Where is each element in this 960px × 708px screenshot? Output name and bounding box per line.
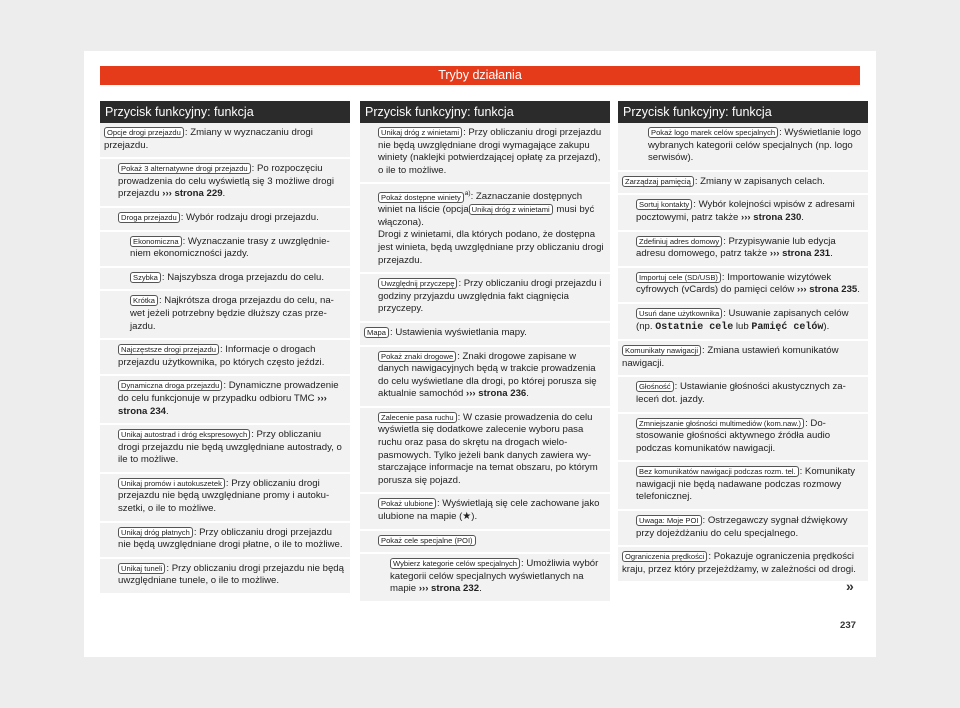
function-tag: Uwzględnij przyczepę (378, 278, 457, 289)
list-item: Uwzględnij przyczepę : Przy obliczaniu drogi przejazdu i godziny przyjazdu uwzględnia fakt ciągnięcia przyczepy. (360, 274, 610, 323)
function-tag: Unikaj promów i autokuszetek (118, 478, 225, 489)
page-reference: ››› strona 232 (418, 583, 480, 595)
list-item: Pokaż 3 alternatywne drogi przejazdu : Po rozpoczęciu prowadzenia do celu wyświetlą się 3 możliwe drogi przejazdu ››› strona 229. (100, 159, 350, 208)
page-reference: ››› strona 230 (741, 211, 802, 223)
list-item: Najczęstsze drogi przejazdu : Informacje o drogach przejazdu użytkownika, po których często jeździ. (100, 340, 350, 376)
list-item: Wybierz kategorie celów specjalnych : Umożliwia wybór kategorii celów specjalnych wyświetlanych na mapie ››› strona 232. (360, 554, 610, 603)
function-tag: Unikaj tuneli (118, 563, 165, 574)
function-tag: Zdefiniuj adres domowy (636, 236, 722, 247)
function-tag: Pokaż cele specjalne (POI) (378, 535, 476, 546)
list-item: Ekonomiczna : Wyznaczanie trasy z uwzględnieniem ekonomiczności jazdy. (100, 232, 350, 268)
function-tag: Importuj cele (SD/USB) (636, 272, 721, 283)
list-item: Zdefiniuj adres domowy : Przypisywanie lub edycja adresu domowego, patrz także ››› strona 231. (618, 232, 868, 268)
list-item: Unikaj dróg płatnych : Przy obliczaniu drogi przejazdu nie będą uwzględniane drogi płatne, o ile to możliwe. (100, 523, 350, 559)
list-item: Ograniczenia prędkości : Pokazuje ograniczenia prędkości kraju, przez który przejeżdżamy, w zależności od drogi. (618, 547, 868, 583)
page-reference: ››› strona 231 (769, 248, 831, 260)
list-item: Sortuj kontakty : Wybór kolejności wpisów z adresami pocztowymi, patrz także ››› strona 230. (618, 195, 868, 231)
function-tag: Mapa (364, 327, 389, 338)
list-item (360, 531, 610, 555)
list-item: Uwaga: Moje POI : Ostrzegawczy sygnał dźwiękowy przy dojeżdżaniu do celu specjalnego. (618, 511, 868, 547)
list-item: Pokaż logo marek celów specjalnych : Wyświetlanie logo wybranych kategorii celów specjalnych (np. logo serwisów). (618, 123, 868, 172)
function-tag: Szybka (130, 272, 161, 283)
function-tag: Pokaż znaki drogowe (378, 351, 456, 362)
column-header: Przycisk funkcyjny: funkcja (618, 101, 868, 123)
list-item: Komunikaty nawigacji : Zmiana ustawień komunikatów nawigacji. (618, 341, 868, 377)
column-header: Przycisk funkcyjny: funkcja (360, 101, 610, 123)
function-tag: Ekonomiczna (130, 236, 182, 247)
list-item: Zarządzaj pamięcią : Zmiany w zapisanych celach. (618, 172, 868, 196)
function-tag: Opcje drogi przejazdu (104, 127, 184, 138)
function-tag: Zmniejszanie głośności multimediów (kom.naw.) (636, 418, 804, 429)
list-item: Usuń dane użytkownika : Usuwanie zapisanych celów (np. Ostatnie cele lub Pamięć celów). (618, 304, 868, 341)
list-item: Pokaż znaki drogowe : Znaki drogowe zapisane w danych nawigacyjnych będą w trakcie prowadzenia do celu wyświetlane dla drogi, po której porusza się aktualnie samochód ››› strona 236. (360, 347, 610, 408)
list-item: Unikaj promów i autokuszetek : Przy obliczaniu drogi przejazdu nie będą uwzględniane promy i autokuszetki, o ile to możliwe. (100, 474, 350, 523)
list-item: Krótka : Najkrótsza droga przejazdu do celu, nawet jeżeli potrzebny będzie dłuższy czas przejazdu. (100, 291, 350, 340)
list-item: Droga przejazdu : Wybór rodzaju drogi przejazdu. (100, 208, 350, 232)
function-tag: Najczęstsze drogi przejazdu (118, 344, 219, 355)
column-2 (360, 101, 610, 603)
column-1 (100, 101, 350, 595)
function-tag: Krótka (130, 295, 158, 306)
list-item: Szybka : Najszybsza droga przejazdu do celu. (100, 268, 350, 292)
list-item: Opcje drogi przejazdu : Zmiany w wyznaczaniu drogi przejazdu. (100, 123, 350, 159)
list-item: Mapa : Ustawienia wyświetlania mapy. (360, 323, 610, 347)
list-item: Unikaj tuneli : Przy obliczaniu drogi przejazdu nie będą uwzględniane tunele, o ile to możliwe. (100, 559, 350, 595)
list-item: Zmniejszanie głośności multimediów (kom.naw.) : Dostosowanie głośności aktywnego źródła audio podczas komunikatów nawigacji. (618, 414, 868, 463)
column-header: Przycisk funkcyjny: funkcja (100, 101, 350, 123)
page-reference: ››› strona 234 (118, 392, 327, 417)
list-item: Pokaż dostępne winiety $^{a)}$: Zaznaczanie dostępnych winiet na liście (opcja Unikaj dróg z winietami musi być włączona). Drogi z winietami, dla których podano, że dostępna jest winieta, będą uwzględniane przy obliczaniu drogi przejazdu. (360, 184, 610, 274)
function-tag: Ograniczenia prędkości (622, 551, 707, 562)
function-tag: Pokaż logo marek celów specjalnych (648, 127, 778, 138)
function-tag: Pokaż ulubione (378, 498, 436, 509)
function-tag: Unikaj dróg z winietami (378, 127, 462, 138)
list-item: Bez komunikatów nawigacji podczas rozm. tel. : Komunikaty nawigacji nie będą nadawane podczas rozmowy telefonicznej. (618, 462, 868, 511)
list-item: Unikaj dróg z winietami : Przy obliczaniu drogi przejazdu nie będą uwzględniane drogi wymagające zakupu winiety (naklejki potwierdzającej opłatę za przejazd), o ile to możliwe. (360, 123, 610, 184)
page-reference: ››› strona 236 (466, 388, 527, 400)
list-item: Głośność : Ustawianie głośności akustycznych zaleceń dot. jazdy. (618, 377, 868, 413)
function-tag: Zarządzaj pamięcią (622, 176, 694, 187)
function-tag: Uwaga: Moje POI (636, 515, 702, 526)
list-item: Pokaż ulubione : Wyświetlają się cele zachowane jako ulubione na mapie (★). (360, 494, 610, 530)
page-reference: ››› strona 235 (797, 284, 858, 296)
function-tag: Bez komunikatów nawigacji podczas rozm. tel. (636, 466, 799, 477)
function-tag: Dynamiczna droga przejazdu (118, 380, 222, 391)
function-tag: Komunikaty nawigacji (622, 345, 701, 356)
list-item: Zalecenie pasa ruchu : W czasie prowadzenia do celu wyświetla się dodatkowe zalecenie wyboru pasa ruchu oraz pasa do skrętu na drogach wielopasmowych. Tylko jeżeli bank danych zawiera wystarczające informacje na temat obszaru, po którym porusza się pojazd. (360, 408, 610, 495)
function-tag: Usuń dane użytkownika (636, 308, 722, 319)
page-number: 237 (840, 620, 857, 631)
function-tag: Głośność (636, 381, 674, 392)
function-tag: Unikaj dróg z winietami (469, 204, 553, 215)
function-tag: Wybierz kategorie celów specjalnych (390, 558, 520, 569)
function-tag: Sortuj kontakty (636, 199, 692, 210)
function-tag: Droga przejazdu (118, 212, 180, 223)
continue-arrow-icon: » (846, 578, 854, 594)
list-item: Importuj cele (SD/USB) : Importowanie wizytówek cyfrowych (vCards) do pamięci celów ››› strona 235. (618, 268, 868, 304)
function-tag: Pokaż 3 alternatywne drogi przejazdu (118, 163, 251, 174)
function-tag: Zalecenie pasa ruchu (378, 412, 457, 423)
function-tag: Unikaj dróg płatnych (118, 527, 193, 538)
list-item: Dynamiczna droga przejazdu : Dynamiczne prowadzenie do celu funkcjonuje w przypadku odbioru TMC ››› strona 234. (100, 376, 350, 425)
page-reference: ››› strona 229 (162, 188, 223, 200)
column-3 (618, 101, 868, 583)
function-tag: Pokaż dostępne winiety (378, 192, 464, 203)
list-item: Unikaj autostrad i dróg ekspresowych : Przy obliczaniu drogi przejazdu nie będą uwzględniane autostrady, o ile to możliwe. (100, 425, 350, 474)
star-icon: ★ (462, 511, 472, 523)
page-header: Tryby działania (100, 66, 860, 85)
function-tag: Unikaj autostrad i dróg ekspresowych (118, 429, 250, 440)
